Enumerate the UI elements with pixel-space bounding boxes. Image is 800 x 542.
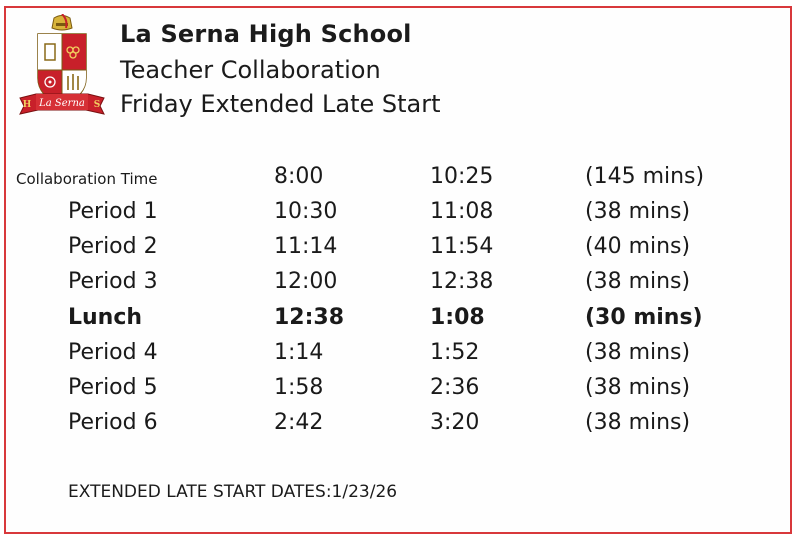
late-start-dates: EXTENDED LATE START DATES:1/23/26 — [68, 482, 398, 502]
row-start: 8:00 — [274, 164, 324, 189]
school-crest-icon — [16, 14, 108, 120]
row-duration: (38 mins) — [585, 375, 691, 400]
row-name: Period 4 — [68, 340, 158, 365]
row-duration: (38 mins) — [585, 340, 691, 365]
row-start: 2:42 — [274, 410, 324, 435]
crest-right-letter: S — [93, 100, 101, 110]
crest-left-letter: H — [22, 100, 32, 110]
row-start: 10:30 — [274, 199, 338, 224]
helmet-icon — [52, 14, 72, 30]
row-end: 2:36 — [430, 375, 480, 400]
row-name: Period 3 — [68, 269, 158, 294]
row-start: 11:14 — [274, 234, 338, 259]
row-duration: (38 mins) — [585, 199, 691, 224]
row-end: 3:20 — [430, 410, 480, 435]
row-name: Collaboration Time — [16, 170, 158, 188]
row-duration: (38 mins) — [585, 269, 691, 294]
schedule-row-lunch — [0, 301, 800, 335]
schedule-row — [0, 406, 800, 440]
row-duration: (30 mins) — [585, 305, 703, 330]
schedule-title: Friday Extended Late Start — [120, 90, 441, 118]
schedule-row — [0, 230, 800, 264]
row-name: Period 6 — [68, 410, 158, 435]
row-end: 1:08 — [430, 305, 485, 330]
crest-banner-text: La Serna — [39, 98, 85, 109]
row-start: 12:38 — [274, 305, 345, 330]
row-name: Period 2 — [68, 234, 158, 259]
row-start: 12:00 — [274, 269, 338, 294]
row-name: Period 5 — [68, 375, 158, 400]
crest-banner — [20, 94, 104, 114]
schedule-row — [0, 195, 800, 229]
schedule-subtitle: Teacher Collaboration — [120, 56, 381, 84]
row-duration: (145 mins) — [585, 164, 705, 189]
row-end: 11:08 — [430, 199, 494, 224]
row-end: 11:54 — [430, 234, 494, 259]
school-name: La Serna High School — [120, 20, 412, 48]
row-duration: (40 mins) — [585, 234, 691, 259]
schedule-row — [0, 160, 800, 194]
row-start: 1:58 — [274, 375, 324, 400]
schedule-row — [0, 336, 800, 370]
row-end: 12:38 — [430, 269, 494, 294]
schedule-row — [0, 265, 800, 299]
row-name: Lunch — [68, 305, 143, 330]
row-end: 1:52 — [430, 340, 480, 365]
row-name: Period 1 — [68, 199, 158, 224]
row-duration: (38 mins) — [585, 410, 691, 435]
row-end: 10:25 — [430, 164, 494, 189]
schedule-row — [0, 371, 800, 405]
row-start: 1:14 — [274, 340, 324, 365]
